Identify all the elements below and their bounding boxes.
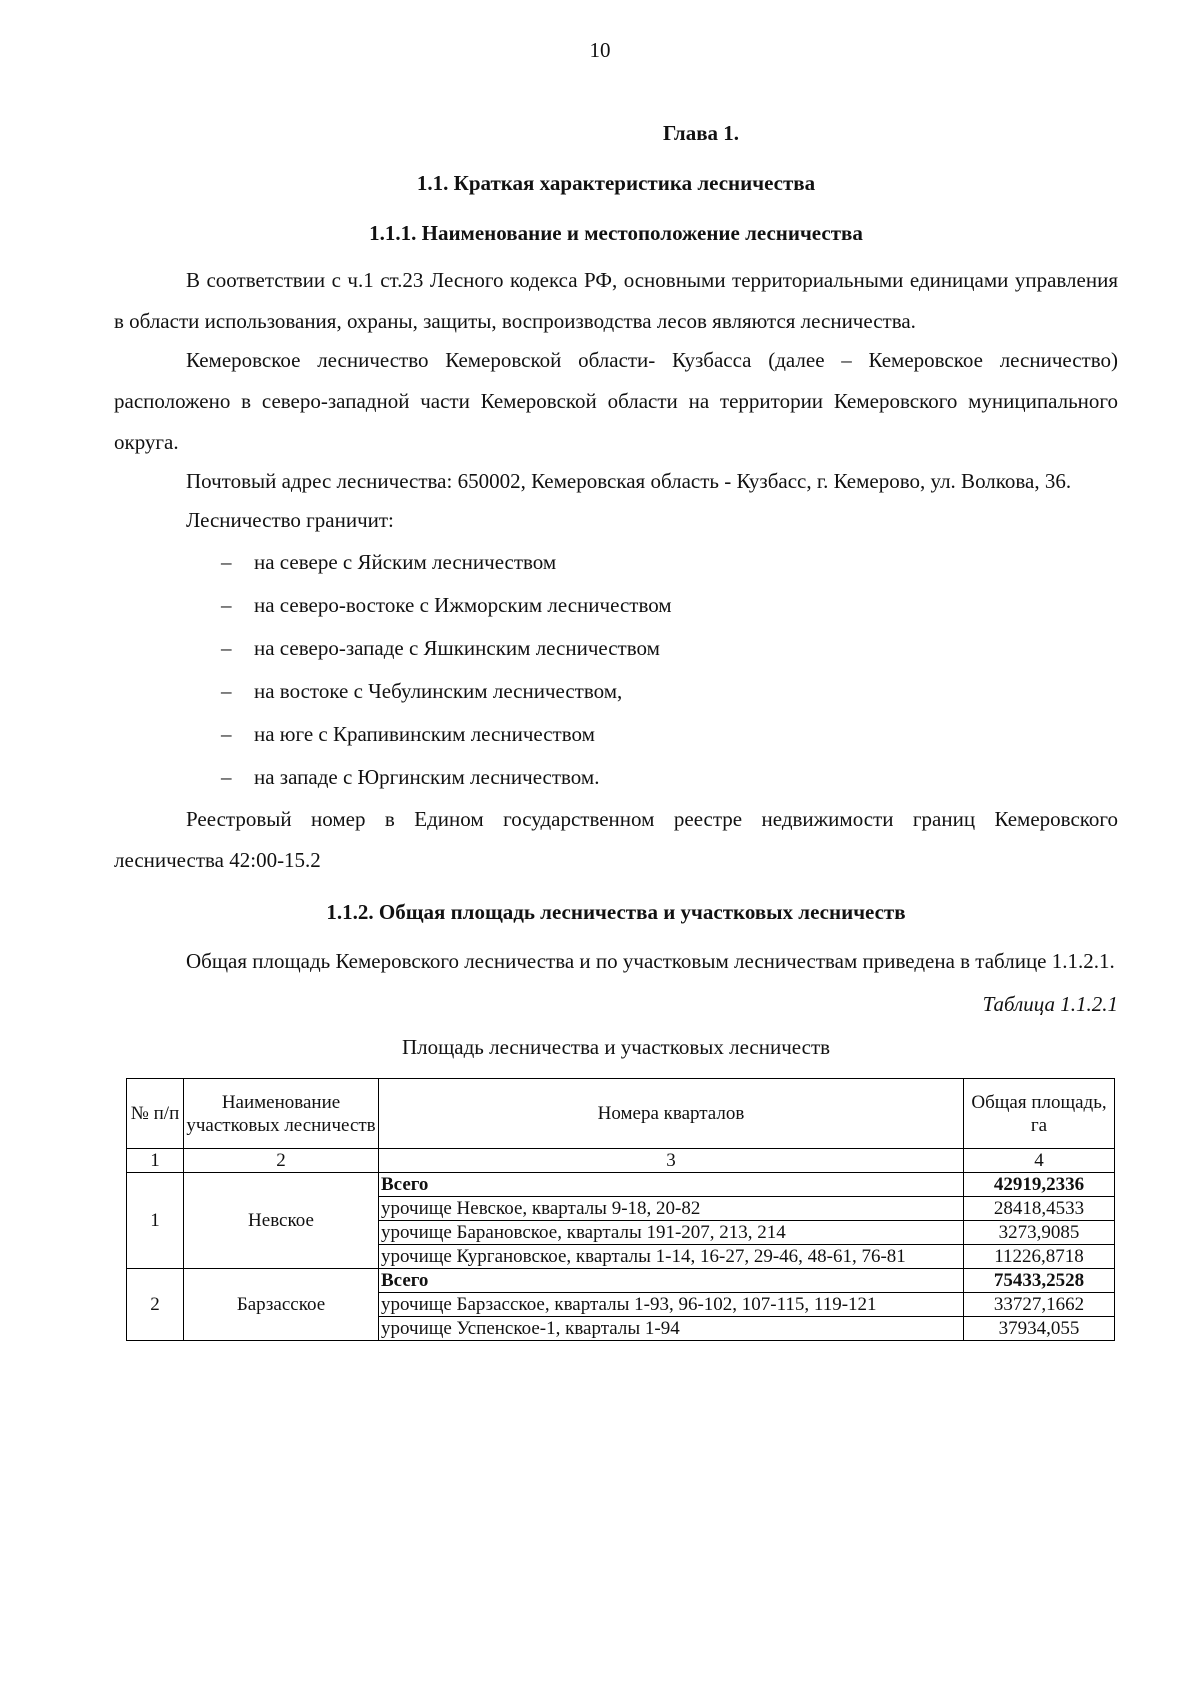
total-label: Всего xyxy=(379,1269,964,1293)
paragraph: В соответствии с ч.1 ст.23 Лесного кодекса РФ, основными территориальными единицами управления в области использования, охраны, защиты, воспроизводства лесов являются лесничества. xyxy=(114,268,1118,333)
paragraph: Лесничество граничит: xyxy=(186,508,394,532)
table-row: урочище Барановское, кварталы 191-207, 213, 214 3273,9085 xyxy=(127,1221,1115,1245)
paragraph: Кемеровское лесничество Кемеровской области- Кузбасса (далее – Кемеровское лесничество) расположено в северо-западной части Кемеровской области на территории Кемеровского муниципального округа. xyxy=(114,348,1118,454)
document-body xyxy=(114,120,1118,1341)
chapter-title: Глава 1. xyxy=(662,121,740,145)
table-row: урочище Кургановское, кварталы 1-14, 16-27, 29-46, 48-61, 76-81 11226,8718 xyxy=(127,1245,1115,1269)
list-item: – на востоке с Чебулинским лесничеством, xyxy=(221,679,623,703)
page-number: 10 xyxy=(589,38,611,62)
section-title: 1.1. Краткая характеристика лесничества xyxy=(416,171,816,195)
group-number: 1 xyxy=(127,1173,184,1269)
header-quarters: Номера кварталов xyxy=(379,1079,964,1149)
table-intro: Общая площадь Кемеровского лесничества и по участковым лесничествам приведена в таблице 1.1.2.1. xyxy=(186,949,1115,973)
registry-paragraph: Реестровый номер в Едином государственном реестре недвижимости границ Кемеровского лесничества 42:00-15.2 xyxy=(114,807,1118,872)
group-name: Невское xyxy=(184,1173,379,1269)
table-number: Таблица 1.1.2.1 xyxy=(982,992,1118,1016)
table-row xyxy=(127,1269,1115,1293)
table-row: урочище Успенское-1, кварталы 1-94 37934,055 xyxy=(127,1317,1115,1341)
subsection-title-2: 1.1.2. Общая площадь лесничества и участковых лесничеств xyxy=(326,900,906,924)
subsection-title-1: 1.1.1. Наименование и местоположение лесничества xyxy=(369,221,863,245)
table-title: Площадь лесничества и участковых лесничеств xyxy=(401,1035,831,1059)
total-area: 75433,2528 xyxy=(964,1269,1115,1293)
header-area: Общая площадь, га xyxy=(964,1079,1115,1149)
list-item: – на северо-западе с Яшкинским лесничеством xyxy=(221,636,660,660)
total-area: 42919,2336 xyxy=(964,1173,1115,1197)
header-number: № п/п xyxy=(127,1079,184,1149)
paragraph: Почтовый адрес лесничества: 650002, Кемеровская область - Кузбасс, г. Кемерово, ул. Волкова, 36. xyxy=(186,469,1072,493)
list-item: – на юге с Крапивинским лесничеством xyxy=(221,722,595,746)
area-table xyxy=(126,1078,1115,1341)
table-row xyxy=(127,1173,1115,1197)
table-row: урочище Барзасское, кварталы 1-93, 96-102, 107-115, 119-121 33727,1662 xyxy=(127,1293,1115,1317)
group-number: 2 xyxy=(127,1269,184,1341)
borders-list xyxy=(114,541,1118,799)
list-item: – на северо-востоке с Ижморским лесничеством xyxy=(221,593,672,617)
table-row: урочище Невское, кварталы 9-18, 20-82 28418,4533 xyxy=(127,1197,1115,1221)
table-header-row xyxy=(127,1079,1115,1149)
total-label: Всего xyxy=(379,1173,964,1197)
header-name: Наименование участковых лесничеств xyxy=(184,1079,379,1149)
table-column-numbers: 1 2 3 4 xyxy=(127,1149,1115,1173)
list-item: – на западе с Юргинским лесничеством. xyxy=(221,765,600,789)
group-name: Барзасское xyxy=(184,1269,379,1341)
list-item: – на севере с Яйским лесничеством xyxy=(221,550,557,574)
